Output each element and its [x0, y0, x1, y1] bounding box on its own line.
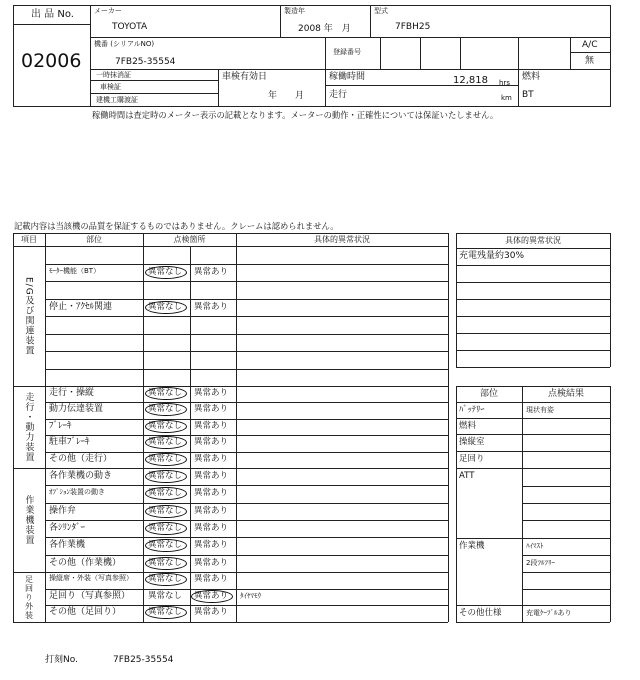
- check-abnormal: 異常あり: [194, 607, 229, 618]
- selection-oval: [145, 387, 187, 400]
- check-normal: 異常なし: [148, 557, 183, 568]
- part-label: 各ｼﾘﾝﾀﾞｰ: [49, 522, 86, 533]
- model-value: 7FBH25: [395, 22, 431, 32]
- km-unit: km: [501, 94, 512, 102]
- check-abnormal: 異常あり: [194, 404, 229, 415]
- year-value: 2008 年 月: [298, 24, 351, 34]
- grid-line: [45, 233, 46, 622]
- selection-oval: [145, 470, 187, 483]
- part-label: 各作業機: [49, 539, 86, 550]
- selection-oval: [145, 505, 187, 518]
- grid-line: [456, 233, 610, 234]
- ac-label: A/C: [582, 40, 598, 50]
- grid-line: [456, 605, 610, 606]
- part-label: 操作弁: [49, 505, 77, 516]
- check-abnormal: 異常あり: [194, 539, 229, 550]
- table-header-3: 具体的異常状況: [314, 235, 370, 244]
- check-normal: 異常なし: [148, 388, 183, 399]
- check-normal: 異常なし: [148, 301, 183, 312]
- check-normal: 異常なし: [148, 404, 183, 415]
- result-part: 燃料: [459, 421, 477, 431]
- detail-line: 充電残量約30%: [459, 251, 525, 261]
- grid-line: [456, 350, 610, 351]
- grid-line: [456, 265, 610, 266]
- year-label: 製造年: [284, 7, 305, 15]
- part-label: 各作業機の動き: [49, 470, 113, 481]
- machine-cert-label: 建機工購渡証: [96, 96, 138, 104]
- maker-value: TOYOTA: [112, 22, 148, 32]
- part-label: 停止・ｱｸｾﾙ関連: [49, 301, 113, 312]
- group-label: 走行・動力装置: [23, 392, 34, 462]
- part-label: 操縦席・外装（写真参照）: [49, 574, 133, 583]
- maker-label: メーカー: [94, 7, 122, 15]
- check-normal: 異常なし: [148, 470, 183, 481]
- serial-label: 機番 (シリアルNO): [94, 40, 155, 48]
- quality-note: 記載内容は当該機の品質を保証するものではありません。クレームは認められません。: [14, 221, 339, 231]
- grid-line: [45, 435, 448, 436]
- result-part: ATT: [459, 471, 475, 481]
- check-abnormal: 異常あり: [194, 557, 229, 568]
- part-label: 足回り（写真参照）: [49, 591, 131, 602]
- result-value: 現状有姿: [526, 406, 554, 414]
- check-normal: 異常なし: [148, 574, 183, 585]
- grid-line: [45, 369, 448, 370]
- grid-line: [456, 622, 610, 623]
- result-part: 操縦室: [459, 437, 485, 447]
- reg-label: 登録番号: [333, 48, 361, 56]
- temp-cert-label: 一時抹消証: [96, 71, 131, 79]
- grid-line: [456, 386, 610, 387]
- grid-line: [456, 299, 610, 300]
- grid-line: [13, 572, 448, 573]
- part-label: その他（作業機）: [49, 557, 122, 568]
- grid-line: [45, 503, 448, 504]
- grid-line: [456, 434, 610, 435]
- selection-oval: [145, 403, 187, 416]
- selection-oval: [145, 539, 187, 552]
- grid-line: [13, 246, 448, 247]
- part-label: 走行・操縦: [49, 388, 95, 399]
- result-value: ﾊｲﾏｽﾄ: [526, 542, 544, 550]
- check-normal: 異常なし: [148, 266, 183, 277]
- grid-line: [190, 468, 191, 572]
- check-normal: 異常なし: [148, 437, 183, 448]
- check-abnormal: 異常あり: [194, 505, 229, 516]
- grid-line: [45, 264, 448, 265]
- check-abnormal: 異常あり: [194, 470, 229, 481]
- grid-line: [45, 605, 448, 606]
- grid-line: [456, 316, 610, 317]
- grid-line: [45, 351, 448, 352]
- check-normal: 異常なし: [148, 487, 183, 498]
- grid-line: [45, 589, 448, 590]
- table-header-0: 項目: [21, 235, 37, 244]
- grid-line: [45, 452, 448, 453]
- result-value: 充電ｹｰﾌﾞﾙあり: [526, 609, 572, 617]
- lot-label: 出 品 No.: [31, 9, 74, 20]
- part-label: ﾓｰﾀｰ機能（BT）: [49, 266, 101, 275]
- check-normal: 異常なし: [148, 505, 183, 516]
- grid-line: [610, 386, 611, 622]
- selection-oval: [145, 436, 187, 449]
- selection-oval: [145, 453, 187, 466]
- check-normal: 異常なし: [148, 607, 183, 618]
- selection-oval: [145, 487, 187, 500]
- grid-line: [45, 419, 448, 420]
- grid-line: [45, 485, 448, 486]
- grid-line: [610, 233, 611, 367]
- abnormal-detail: ﾀｲﾔﾏﾓｳ: [240, 592, 261, 601]
- check-abnormal: 異常あり: [194, 454, 229, 465]
- hours-note: 稼働時間は査定時のメーター表示の記載となります。メーターの動作・正確性については保証いたしません。: [92, 110, 499, 120]
- check-normal: 異常なし: [148, 591, 183, 602]
- part-label: ﾌﾞﾚｰｷ: [49, 421, 72, 432]
- grid-line: [456, 402, 610, 403]
- check-abnormal: 異常あり: [194, 301, 229, 312]
- check-abnormal: 異常あり: [194, 388, 229, 399]
- check-abnormal: 異常あり: [194, 266, 229, 277]
- selection-oval: [191, 590, 233, 603]
- check-abnormal: 異常あり: [194, 591, 229, 602]
- check-abnormal: 異常あり: [194, 487, 229, 498]
- part-label: 動力伝達装置: [49, 404, 104, 415]
- grid-line: [13, 233, 448, 234]
- result-part: 足回り: [459, 454, 485, 464]
- grid-line: [45, 520, 448, 521]
- result-value: 2段ﾌﾙﾌﾘｰ: [526, 559, 555, 567]
- inspection-value: 年 月: [268, 91, 305, 101]
- check-normal: 異常なし: [148, 454, 183, 465]
- selection-oval: [145, 522, 187, 535]
- result-part: ﾊﾞｯﾃﾘｰ: [459, 405, 485, 415]
- selection-oval: [145, 606, 187, 619]
- grid-line: [522, 386, 523, 622]
- result-header-1: 点検結果: [547, 389, 584, 399]
- grid-line: [456, 386, 457, 622]
- check-abnormal: 異常あり: [194, 437, 229, 448]
- table-header-1: 部位: [86, 235, 102, 244]
- check-normal: 異常なし: [148, 539, 183, 550]
- check-abnormal: 異常あり: [194, 574, 229, 585]
- grid-line: [456, 468, 610, 469]
- lot-number: 02006: [21, 50, 82, 72]
- grid-line: [456, 418, 610, 419]
- grid-line: [456, 282, 610, 283]
- grid-line: [456, 233, 457, 367]
- selection-oval: [145, 301, 187, 314]
- stamp-label: 打刻No.: [45, 655, 78, 665]
- fuel-value: BT: [522, 90, 534, 100]
- fuel-label: 燃料: [522, 72, 541, 82]
- grid-line: [45, 402, 448, 403]
- grid-line: [190, 246, 191, 386]
- grid-line: [45, 316, 448, 317]
- grid-line: [190, 386, 191, 468]
- model-label: 型式: [374, 7, 388, 15]
- grid-line: [13, 622, 448, 623]
- hours-label: 稼働時間: [329, 72, 366, 82]
- stamp-value: 7FB25-35554: [113, 655, 174, 665]
- selection-oval: [145, 573, 187, 586]
- part-label: その他（走行）: [49, 454, 113, 465]
- grid-line: [522, 555, 610, 556]
- grid-line: [456, 367, 610, 368]
- grid-line: [45, 555, 448, 556]
- grid-line: [522, 572, 610, 573]
- result-part: その他仕様: [459, 608, 502, 618]
- group-label: 作業機装置: [23, 495, 34, 545]
- km-label: 走行: [329, 90, 348, 100]
- grid-line: [522, 520, 610, 521]
- selection-oval: [145, 557, 187, 570]
- hours-unit: hrs: [499, 79, 510, 87]
- group-label: 足回り外装: [24, 574, 34, 620]
- group-label: E/G及び関連装置: [23, 276, 34, 356]
- grid-line: [456, 451, 610, 452]
- grid-line: [45, 281, 448, 282]
- vehicle-cert-label: 車検証: [100, 83, 121, 91]
- hours-value: 12,818: [453, 75, 488, 86]
- grid-line: [522, 503, 610, 504]
- part-label: その他（足回り）: [49, 607, 122, 618]
- grid-line: [456, 333, 610, 334]
- part-label: 駐車ﾌﾞﾚｰｷ: [49, 437, 90, 448]
- part-label: ｵﾌﾟｼｮﾝ装置の動き: [49, 487, 105, 496]
- grid-line: [456, 248, 610, 249]
- grid-line: [13, 386, 448, 387]
- detail-header: 具体的異常状況: [505, 236, 561, 245]
- result-header-0: 部位: [479, 389, 498, 399]
- grid-line: [45, 537, 448, 538]
- grid-line: [236, 233, 237, 622]
- check-normal: 異常なし: [148, 421, 183, 432]
- table-header-2: 点検箇所: [173, 235, 206, 244]
- grid-line: [448, 233, 449, 622]
- selection-oval: [145, 266, 187, 279]
- serial-value: 7FB25-35554: [115, 57, 176, 67]
- grid-line: [456, 538, 610, 539]
- grid-line: [13, 468, 448, 469]
- result-part: 作業機: [459, 541, 485, 551]
- ac-value: 無: [585, 56, 595, 66]
- grid-line: [522, 589, 610, 590]
- grid-line: [45, 334, 448, 335]
- selection-oval: [145, 420, 187, 433]
- grid-line: [143, 233, 144, 622]
- grid-line: [45, 299, 448, 300]
- grid-line: [522, 486, 610, 487]
- inspection-label: 車検有効日: [222, 72, 268, 82]
- check-normal: 異常なし: [148, 522, 183, 533]
- check-abnormal: 異常あり: [194, 522, 229, 533]
- check-abnormal: 異常あり: [194, 421, 229, 432]
